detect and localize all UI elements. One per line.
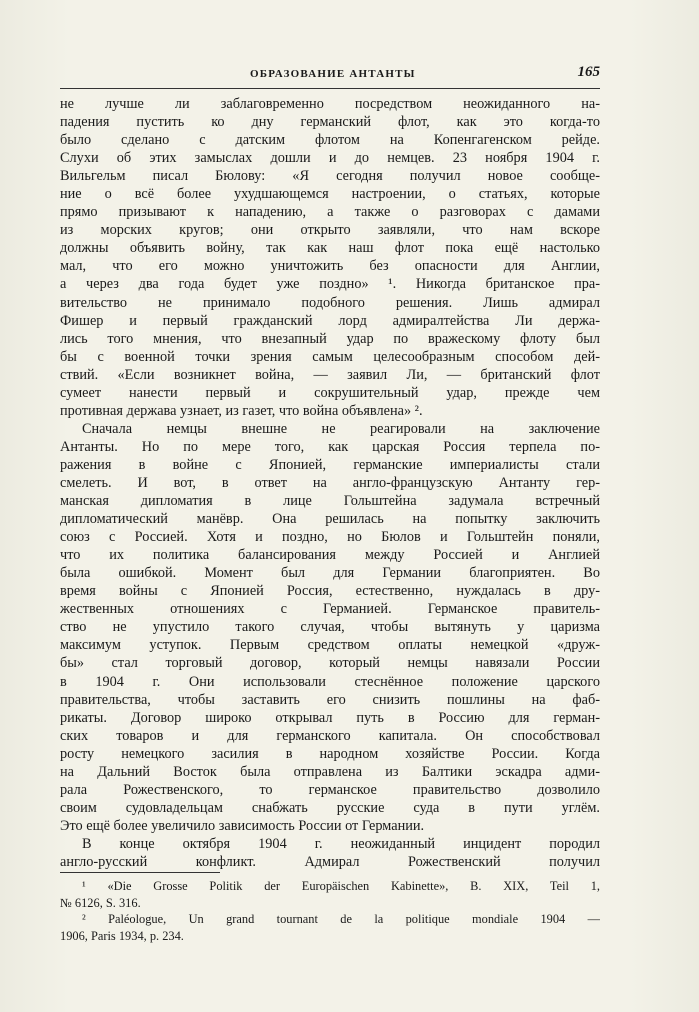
footnotes xyxy=(60,878,600,944)
text-line: прямо призывают к нападению, а также о разговорах с дамами xyxy=(60,204,600,221)
text-line: ние о всё более ухудшающемся настроении, о статьях, которые xyxy=(60,186,600,203)
footnote-rule xyxy=(60,872,220,873)
text-line: вительство не принимало подобного решения. Лишь адмирал xyxy=(60,294,600,311)
text-line: из морских кругов; они открыто заявляли, что нам вскоре xyxy=(60,222,600,239)
footnote-line: ¹ «Die Grosse Politik der Europäischen Kabinette», B. XIX, Teil 1, xyxy=(82,879,600,893)
text-line: была ошибкой. Момент был для Германии благоприятен. Во xyxy=(60,565,600,582)
text-line: правительства, чтобы заставить его снизить пошлины на фаб- xyxy=(60,691,600,708)
text-line: на Дальний Восток была отправлена из Балтики эскадра адми- xyxy=(60,763,600,780)
text-line: ство не упустило такого случая, чтобы вытянуть у царизма xyxy=(60,619,600,636)
text-line: рала Рожественского, то германское правительство дозволило xyxy=(60,781,600,798)
text-line: манская дипломатия в лице Гольштейна задумала встречный xyxy=(60,493,600,510)
footnote-line: ² Paléologue, Un grand tournant de la politique mondiale 1904 — xyxy=(82,912,600,926)
footnote-line: 1906, Paris 1934, p. 234. xyxy=(60,928,184,943)
text-line: Слухи об этих замыслах дошли и до немцев. 23 ноября 1904 г. xyxy=(60,150,600,167)
page-header xyxy=(60,64,600,86)
text-line: ствий. «Если возникнет война, — заявил Ли, — британский флот xyxy=(60,366,600,383)
text-line: бы» стал торговый договор, который немцы навязали России xyxy=(60,655,600,672)
text-line: росту немецкого засилия в народном хозяйстве России. Когда xyxy=(60,745,600,762)
text-line: Вильгельм писал Бюлову: «Я сегодня получил новое сообще- xyxy=(60,168,600,185)
text-line: максимум уступок. Первым средством оплаты немецкой «друж- xyxy=(60,637,600,654)
header-rule xyxy=(60,88,600,89)
text-line: смелеть. И вот, в ответ на англо-французскую Антанту гер- xyxy=(60,474,600,491)
text-line: что их политика балансирования между Россией и Англией xyxy=(60,547,600,564)
body-text xyxy=(60,95,600,871)
text-line: не лучше ли заблаговременно посредством неожиданного на- xyxy=(60,96,600,112)
text-line: ских товаров и для германского капитала. Он способствовал xyxy=(60,727,600,744)
text-line: рикаты. Договор широко открывал путь в Россию для герман- xyxy=(60,709,600,726)
text-line: в 1904 г. Они использовали стеснённое положение царского xyxy=(60,673,600,690)
text-line: англо-русский конфликт. Адмирал Рожественский получил xyxy=(60,853,600,870)
text-line: союз с Россией. Хотя и поздно, но Бюлов и Гольштейн поняли, xyxy=(60,529,600,546)
text-line: жественных отношениях с Германией. Германское правитель- xyxy=(60,601,600,618)
text-line: сумеет нанести первый и сокрушительный удар, прежде чем xyxy=(60,384,600,401)
footnote-line: № 6126, S. 316. xyxy=(60,895,141,910)
running-head: ОБРАЗОВАНИЕ АНТАНТЫ xyxy=(250,68,416,80)
text-line: мал, что его можно уничтожить без опасности для Англии, xyxy=(60,258,600,275)
text-line: лись того мнения, что внезапный удар по вражескому флоту был xyxy=(60,330,600,347)
text-line: Сначала немцы внешне не реагировали на заключение xyxy=(82,420,600,437)
page-number: 165 xyxy=(577,64,600,80)
text-line: падения пустить ко дну германский флот, как это когда-то xyxy=(60,114,600,131)
text-line: противная держава узнает, из газет, что война объявлена» ². xyxy=(60,402,423,419)
text-line: время войны с Японией Россия, естественно, нуждалась в дру- xyxy=(60,583,600,600)
text-line: Это ещё более увеличило зависимость России от Германии. xyxy=(60,817,425,834)
text-line: Антанты. Но по мере того, как царская Россия терпела по- xyxy=(60,438,600,455)
text-line: бы с военной точки зрения самым целесообразным способом дей- xyxy=(60,348,600,365)
text-line: должны объявить войну, так как наш флот пока ещё настолько xyxy=(60,240,600,257)
text-line: В конце октября 1904 г. неожиданный инцидент породил xyxy=(82,835,600,852)
text-line: дипломатический манёвр. Она решилась на попытку заключить xyxy=(60,511,600,528)
text-line: ражения в войне с Японией, германские империалисты стали xyxy=(60,456,600,473)
text-line: своим судовладельцам снабжать русские суда в пути углём. xyxy=(60,799,600,816)
text-line: было сделано с датским флотом на Копенгагенском рейде. xyxy=(60,132,600,149)
text-line: Фишер и первый гражданский лорд адмиралтейства Ли держа- xyxy=(60,312,600,329)
text-line: а через два года будет уже поздно» ¹. Никогда британское пра- xyxy=(60,276,600,293)
